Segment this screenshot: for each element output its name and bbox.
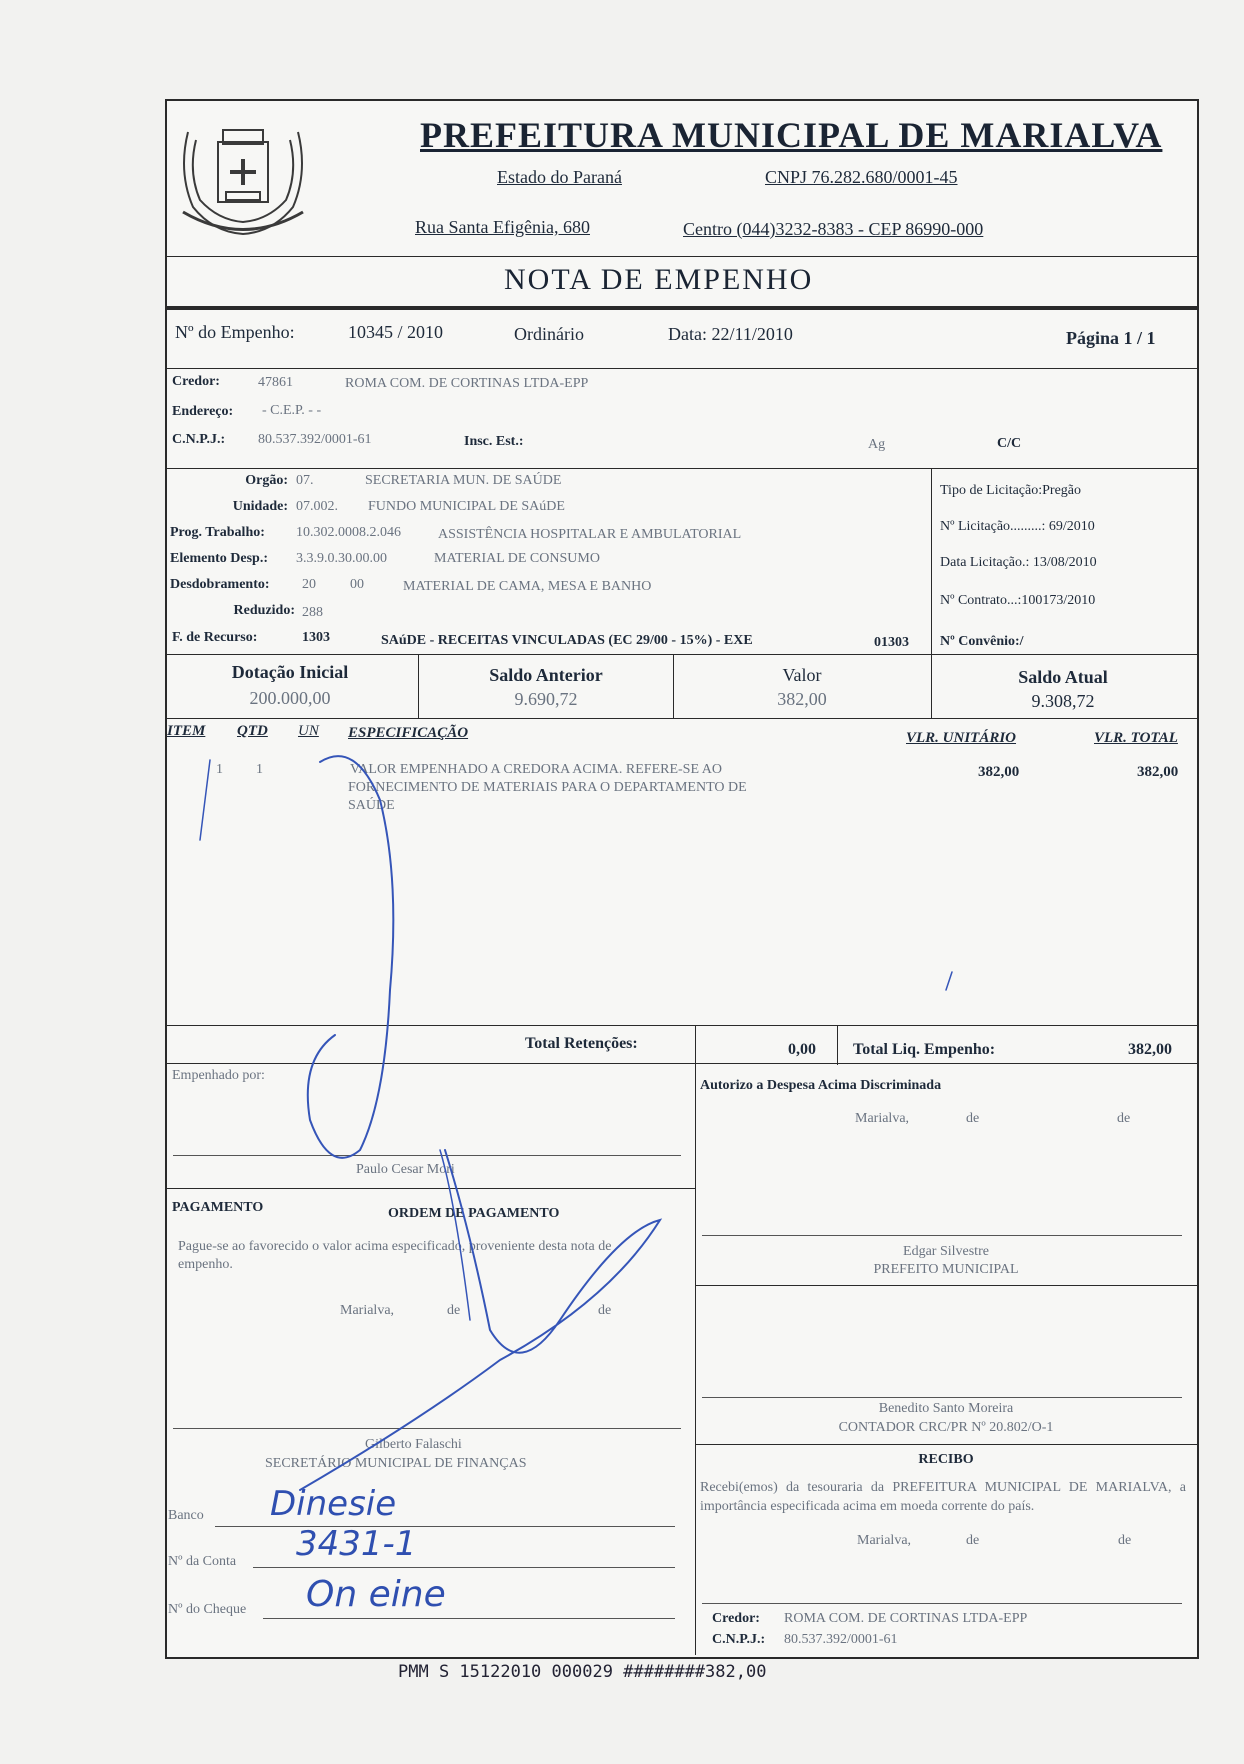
desdobramento-label: Desdobramento: xyxy=(170,577,270,592)
cnpj-credor-label: C.N.P.J.: xyxy=(172,432,226,447)
dotacao-value: 200.000,00 xyxy=(249,688,331,708)
empenhado-signer: Paulo Cesar Mori xyxy=(356,1162,455,1177)
empenho-number-label: Nº do Empenho: xyxy=(175,322,295,342)
col-un: UN xyxy=(298,723,319,739)
item-desc-line1: VALOR EMPENHADO A CREDORA ACIMA. REFERE-SE AO xyxy=(350,762,722,777)
reduzido-value: 288 xyxy=(302,605,323,620)
item-desc-line2: FORNECIMENTO DE MATERIAIS PARA O DEPARTAMENTO DE xyxy=(348,780,747,795)
recibo-credor-name: ROMA COM. DE CORTINAS LTDA-EPP xyxy=(784,1611,1028,1626)
authentication-stamp: PMM S 15122010 000029 ########382,00 xyxy=(398,1662,767,1682)
credor-name: ROMA COM. DE CORTINAS LTDA-EPP xyxy=(345,376,589,391)
recibo-credor-label: Credor: xyxy=(712,1611,760,1626)
recurso-label: F. de Recurso: xyxy=(172,630,258,645)
autorizo-place: Marialva, xyxy=(855,1111,910,1126)
programa-code: 10.302.0008.2.046 xyxy=(296,525,401,540)
orgao-code: 07. xyxy=(296,473,314,488)
empenhado-label: Empenhado por: xyxy=(172,1068,265,1083)
agencia-label: Ag xyxy=(868,437,886,452)
page-number: Página 1 / 1 xyxy=(1066,328,1156,348)
orgao-label: Orgão: xyxy=(245,473,288,488)
conta-handwritten: 3431-1 xyxy=(296,1524,417,1564)
cheque-label: Nº do Cheque xyxy=(168,1602,247,1617)
col-item: ITEM xyxy=(167,723,206,739)
valor-value: 382,00 xyxy=(777,689,827,709)
col-qtd: QTD xyxy=(237,723,268,739)
col-vlr-total: VLR. TOTAL xyxy=(1094,730,1178,746)
unidade-code: 07.002. xyxy=(296,499,338,514)
recibo-de2: de xyxy=(1118,1533,1132,1548)
contador-signer: Benedito Santo Moreira xyxy=(878,1401,1014,1416)
orgao-name: SECRETARIA MUN. DE SAÚDE xyxy=(365,473,562,488)
ordem-pagamento-label: ORDEM DE PAGAMENTO xyxy=(388,1206,560,1221)
prefeito-signer: Edgar Silvestre xyxy=(903,1244,989,1259)
recibo-de1: de xyxy=(966,1533,980,1548)
saldo-atual-value: 9.308,72 xyxy=(1031,691,1095,711)
finance-signer: Gilberto Falaschi xyxy=(365,1437,462,1452)
col-vlr-unitario: VLR. UNITÁRIO xyxy=(906,730,1017,746)
cheque-handwritten: On eine xyxy=(306,1574,446,1615)
pagamento-place: Marialva, xyxy=(340,1303,395,1318)
state-label: Estado do Paraná xyxy=(497,167,622,187)
retencoes-label: Total Retenções: xyxy=(525,1035,638,1052)
recurso-code: 1303 xyxy=(302,630,330,645)
saldo-anterior-label: Saldo Anterior xyxy=(489,665,603,685)
numero-contrato: Nº Contrato...:100173/2010 xyxy=(940,593,1096,608)
programa-name: ASSISTÊNCIA HOSPITALAR E AMBULATORIAL xyxy=(438,527,742,542)
insc-est-label: Insc. Est.: xyxy=(464,434,524,449)
data-licitacao: Data Licitação.: 13/08/2010 xyxy=(940,555,1097,570)
item-number: 1 xyxy=(216,762,223,777)
elemento-label: Elemento Desp.: xyxy=(170,551,268,566)
autorizo-label: Autorizo a Despesa Acima Discriminada xyxy=(700,1078,942,1093)
district-phone-label: Centro (044)3232-8383 - CEP 86990-000 xyxy=(683,219,984,239)
endereco-label: Endereço: xyxy=(172,404,234,419)
empenho-type: Ordinário xyxy=(514,324,584,344)
empenhado-signature-stroke xyxy=(308,756,394,1158)
banco-handwritten: Dinesie xyxy=(270,1484,397,1524)
cnpj-label: CNPJ 76.282.680/0001-45 xyxy=(765,167,958,187)
numero-licitacao: Nº Licitação.........: 69/2010 xyxy=(940,519,1095,534)
recibo-cnpj-value: 80.537.392/0001-61 xyxy=(784,1632,898,1647)
col-especificacao: ESPECIFICAÇÃO xyxy=(348,725,469,741)
dotacao-label: Dotação Inicial xyxy=(231,662,349,682)
empenho-date: Data: 22/11/2010 xyxy=(668,324,793,344)
autorizo-de2: de xyxy=(1117,1111,1131,1126)
recibo-label: RECIBO xyxy=(918,1452,974,1467)
pagamento-text: Pague-se ao favorecido o valor acima especificado, proveniente desta nota de empenho. xyxy=(178,1239,612,1272)
saldo-anterior-value: 9.690,72 xyxy=(514,689,578,709)
address-label: Rua Santa Efigênia, 680 xyxy=(415,217,590,237)
numero-convenio: Nº Convênio:/ xyxy=(940,634,1024,649)
valor-label: Valor xyxy=(782,665,822,685)
finance-signature-stroke xyxy=(300,1150,660,1490)
saldo-atual-label: Saldo Atual xyxy=(1018,667,1108,687)
tipo-licitacao: Tipo de Licitação:Pregão xyxy=(940,483,1082,498)
desdobramento-a: 20 xyxy=(302,577,316,592)
autorizo-de1: de xyxy=(966,1111,980,1126)
recurso-name: SAúDE - RECEITAS VINCULADAS (EC 29/00 - 15%) - EXE xyxy=(381,633,753,648)
pagamento-label: PAGAMENTO xyxy=(172,1200,264,1215)
reduzido-label: Reduzido: xyxy=(233,603,295,618)
recurso-num: 01303 xyxy=(874,635,909,650)
desdobramento-name: MATERIAL DE CAMA, MESA E BANHO xyxy=(403,579,652,594)
pagamento-de2: de xyxy=(598,1303,612,1318)
recibo-place: Marialva, xyxy=(857,1533,912,1548)
banco-label: Banco xyxy=(168,1508,204,1523)
pagamento-de1: de xyxy=(447,1303,461,1318)
endereco-value: - C.E.P. - - xyxy=(262,403,322,418)
cnpj-credor-value: 80.537.392/0001-61 xyxy=(258,432,372,447)
desdobramento-b: 00 xyxy=(350,577,364,592)
contador-role: CONTADOR CRC/PR Nº 20.802/O-1 xyxy=(838,1420,1054,1435)
empenho-number: 10345 / 2010 xyxy=(348,322,444,342)
unidade-name: FUNDO MUNICIPAL DE SAúDE xyxy=(368,499,565,514)
retencoes-value: 0,00 xyxy=(788,1041,816,1058)
credor-label: Credor: xyxy=(172,374,220,389)
document-title: NOTA DE EMPENHO xyxy=(504,263,814,296)
credor-code: 47861 xyxy=(258,375,293,390)
item-total-value: 382,00 xyxy=(1137,764,1179,780)
item-unit-value: 382,00 xyxy=(978,764,1020,780)
conta-label: Nº da Conta xyxy=(168,1554,237,1569)
prefeito-role: PREFEITO MUNICIPAL xyxy=(873,1262,1019,1277)
elemento-code: 3.3.9.0.30.00.00 xyxy=(296,551,387,566)
conta-corrente-label: C/C xyxy=(997,436,1022,451)
item-desc-line3: SAÚDE xyxy=(348,798,395,813)
page-title: PREFEITURA MUNICIPAL DE MARIALVA xyxy=(420,115,1163,155)
unidade-label: Unidade: xyxy=(232,499,288,514)
programa-label: Prog. Trabalho: xyxy=(170,525,265,540)
elemento-name: MATERIAL DE CONSUMO xyxy=(434,551,600,566)
liq-empenho-value: 382,00 xyxy=(1128,1041,1172,1058)
recibo-text: Recebi(emos) da tesouraria da PREFEITURA MUNICIPAL DE MARIALVA, a importância especificada acima em moeda corrente do país. xyxy=(700,1480,1186,1514)
recibo-cnpj-label: C.N.P.J.: xyxy=(712,1632,766,1647)
item-qtd: 1 xyxy=(256,762,263,777)
liq-empenho-label: Total Liq. Empenho: xyxy=(853,1041,996,1058)
finance-signer-role: SECRETÁRIO MUNICIPAL DE FINANÇAS xyxy=(265,1456,527,1471)
